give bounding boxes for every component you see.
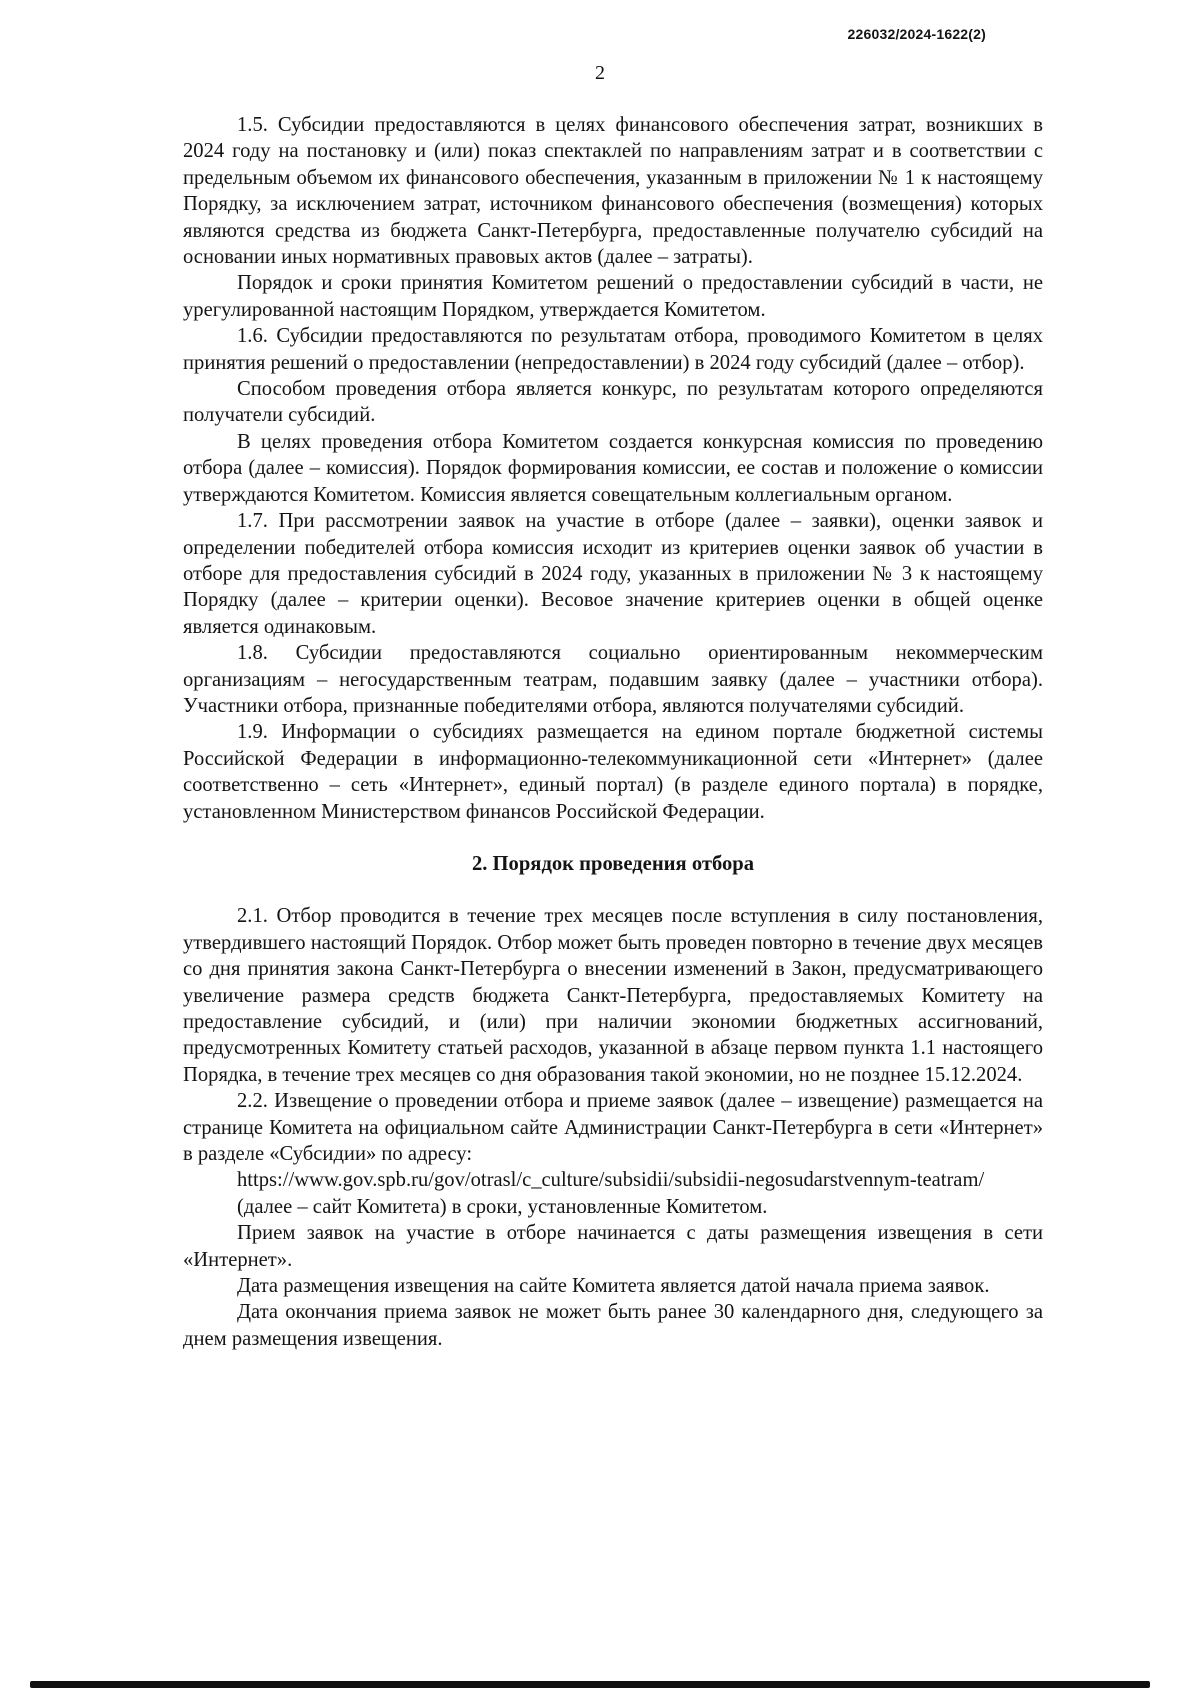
paragraph-1-6: 1.6. Субсидии предоставляются по результатам отбора, проводимого Комитетом в целях принятия решений о предоставлении (непредоставлении) в 2024 году субсидий (далее – отбор). xyxy=(183,325,1043,374)
paragraph-1-9: 1.9. Информации о субсидиях размещается на едином портале бюджетной системы Российской Федерации в информационно-телекоммуникационной сети «Интернет» (далее соответственно – сеть «Интернет», единый портал) (в разделе единого портала) в порядке, установленном Министерством финансов Российской Федерации. xyxy=(183,721,1043,823)
paragraph-2-2-date-end: Дата окончания приема заявок не может быть ранее 30 календарного дня, следующего за днем размещения извещения. xyxy=(183,1301,1043,1350)
paragraph-2-2-url-line xyxy=(183,1167,1043,1193)
paragraph-1-6-commission: В целях проведения отбора Комитетом создается конкурсная комиссия по проведению отбора (далее – комиссия). Порядок формирования комиссии, ее состав и положение о комиссии утверждаются Комитетом. Комиссия является совещательным коллегиальным органом. xyxy=(183,430,1043,506)
paragraph-1-7: 1.7. При рассмотрении заявок на участие в отборе (далее – заявки), оценки заявок и определении победителей отбора комиссия исходит из критериев оценки заявок об участии в отборе для предоставления субсидий в 2024 году, указанных в приложении № 3 к настоящему Порядку (далее – критерии оценки). Весовое значение критериев оценки в общей оценке является одинаковым. xyxy=(183,510,1043,638)
paragraph-2-2 xyxy=(183,1088,1043,1167)
scan-edge-line xyxy=(30,1681,1150,1688)
document-body xyxy=(183,112,1043,1352)
paragraph-1-8: 1.8. Субсидии предоставляются социально ориентированным некоммерческим организациям – негосударственным театрам, подавшим заявку (далее – участники отбора). Участники отбора, признанные победителями отбора, являются получателями субсидий. xyxy=(183,642,1043,717)
paragraph-1-5-procedure: Порядок и сроки принятия Комитетом решений о предоставлении субсидий в части, не урегулированной настоящим Порядком, утверждается Комитетом. xyxy=(183,272,1043,321)
paragraph-1-5: 1.5. Субсидии предоставляются в целях финансового обеспечения затрат, возникших в 2024 году на постановку и (или) показ спектаклей по направлениям затрат и в соответствии с предельным объемом их финансового обеспечения, указанным в приложении № 1 к настоящему Порядку, за исключением затрат, источником финансового обеспечения (возмещения) которых являются средства из бюджета Санкт-Петербурга, предоставленные получателю субсидий на основании иных нормативных правовых актов (далее – затраты). xyxy=(183,114,1043,269)
paragraph-1-6-method: Способом проведения отбора является конкурс, по результатам которого определяются получатели субсидий. xyxy=(183,378,1043,427)
paragraph-2-2-intro: 2.2. Извещение о проведении отбора и приеме заявок (далее – извещение) размещается на странице Комитета на официальном сайте Администрации Санкт-Петербурга в сети «Интернет» в разделе «Субсидии» по адресу: xyxy=(183,1090,1043,1166)
paragraph-2-2-start: Прием заявок на участие в отборе начинается с даты размещения извещения в сети «Интернет». xyxy=(183,1222,1043,1271)
section-2-heading: 2. Порядок проведения отбора xyxy=(471,852,755,875)
committee-url: https://www.gov.spb.ru/gov/otrasl/c_culture/subsidii/subsidii-negosudarstvennym-teatram/ xyxy=(237,1169,985,1192)
paragraph-2-1: 2.1. Отбор проводится в течение трех месяцев после вступления в силу постановления, утвердившего настоящий Порядок. Отбор может быть проведен повторно в течение двух месяцев со дня принятия закона Санкт-Петербурга о внесении изменений в Закон, предусматривающего увеличение размера средств бюджета Санкт-Петербурга, предоставляемых Комитету на предоставление субсидий, и (или) при наличии экономии бюджетных ассигнований, предусмотренных Комитету статьей расходов, указанной в абзаце первом пункта 1.1 настоящего Порядка, в течение трех месяцев со дня образования такой экономии, но не позднее 15.12.2024. xyxy=(183,905,1043,1086)
doc-number: 226032/2024-1622(2) xyxy=(847,26,986,42)
paragraph-2-2-tail: (далее – сайт Комитета) в сроки, установленные Комитетом. xyxy=(237,1195,768,1218)
page-number: 2 xyxy=(595,62,605,84)
paragraph-2-2-date-start: Дата размещения извещения на сайте Комитета является датой начала приема заявок. xyxy=(237,1275,990,1298)
